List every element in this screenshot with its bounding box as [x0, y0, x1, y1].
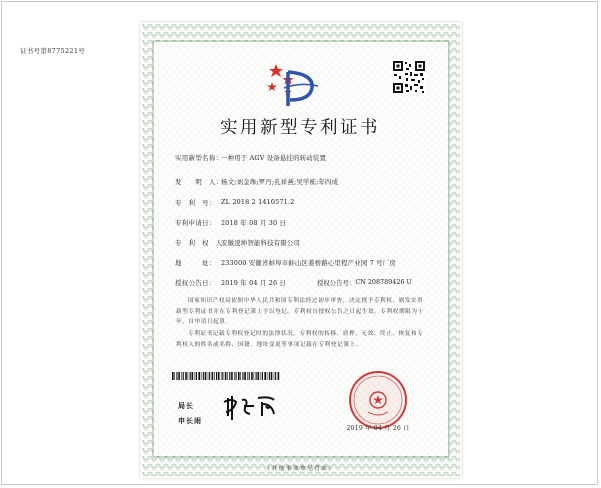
- barcode-bar: [174, 372, 175, 380]
- certificate-title: 实用新型专利证书: [220, 118, 380, 138]
- barcode-bar: [236, 372, 237, 380]
- barcode-bar: [185, 372, 187, 380]
- barcode-bar: [229, 372, 230, 380]
- field-value: ZL 2018 2 1410571.2: [221, 198, 295, 206]
- barcode-bar: [214, 372, 215, 380]
- barcode-bar: [278, 372, 280, 380]
- record-paragraph: 专利证书记载专利权登记时的法律状况。专利权的转移、质押、无效、终止、恢复和专利权人的姓名或名称、国籍、地址变更等事项记载在专利登记簿上。: [176, 331, 424, 348]
- announcement-number-label: 授权公告号：: [317, 279, 356, 287]
- barcode-bar: [271, 372, 273, 380]
- barcode-bar: [240, 372, 241, 380]
- barcode-bar: [238, 372, 240, 380]
- field-inventors: [175, 177, 338, 186]
- field-utility-model-name: [175, 153, 326, 162]
- barcode-bar: [192, 372, 194, 380]
- director-title: 局长: [178, 401, 194, 410]
- barcode-bar: [221, 372, 222, 380]
- director-name: 申长雨: [178, 416, 202, 425]
- barcode-bar: [258, 372, 260, 380]
- barcode-bar: [261, 372, 262, 380]
- field-grant-date: [175, 278, 412, 287]
- barcode-bar: [225, 372, 227, 380]
- barcode-bar: [227, 372, 228, 380]
- barcode-bar: [234, 372, 235, 380]
- barcode-bar: [231, 372, 233, 380]
- barcode-bar: [188, 372, 189, 380]
- qr-code-icon: [392, 60, 426, 94]
- footnote: （其他事项参见背面）: [264, 466, 336, 472]
- barcode-bar: [247, 372, 248, 380]
- field-patentee: [175, 238, 300, 247]
- field-value: 安徽凌坤智能科技有限公司: [221, 239, 301, 247]
- field-label: 实用新型名称：: [175, 154, 223, 162]
- barcode-bar: [274, 372, 275, 380]
- barcode-bar: [262, 372, 263, 380]
- barcode-bar: [242, 372, 243, 380]
- barcode-bar: [201, 372, 202, 380]
- barcode-bar: [218, 372, 220, 380]
- field-label: 专 利 号：: [175, 199, 216, 207]
- barcode-bar: [176, 372, 177, 380]
- certificate-number: 证书号第8775221号: [20, 47, 86, 55]
- field-value: 233000 安徽省蚌埠市蚌山区姜桥路心里程产业园 7 号厂房: [221, 259, 396, 267]
- field-label: 发 明 人：: [175, 178, 223, 186]
- field-label: 专利申请日：: [175, 219, 216, 227]
- barcode-bar: [196, 372, 197, 380]
- barcode-icon: [172, 372, 280, 380]
- field-label: 专 利 权 人：: [175, 239, 230, 247]
- field-patent-number: [175, 198, 294, 207]
- seal-date: 2019 年 04 月 26 日: [346, 425, 410, 432]
- barcode-bar: [209, 372, 210, 380]
- barcode-bar: [254, 372, 255, 380]
- field-value: 一种用于 AGV 设备悬挂的转动装置: [221, 154, 327, 162]
- field-application-date: [175, 218, 286, 227]
- barcode-bar: [190, 372, 191, 380]
- barcode-bar: [269, 372, 270, 380]
- barcode-bar: [181, 372, 182, 380]
- barcode-bar: [244, 372, 246, 380]
- barcode-bar: [216, 372, 217, 380]
- barcode-bar: [205, 372, 207, 380]
- barcode-bar: [212, 372, 214, 380]
- cnipa-logo-icon: [282, 70, 322, 110]
- barcode-bar: [195, 372, 196, 380]
- barcode-bar: [251, 372, 253, 380]
- barcode-bar: [183, 372, 184, 380]
- grant-paragraph: 国家知识产权局依照中华人民共和国专利法经过初步审查，决定授予专利权，颁发实用新型专利证书并在专利登记簿上予以登记。专利权自授权公告之日起生效。专利权期限为十年，自申请日起算。: [176, 298, 424, 326]
- field-label: 授权公告日：: [175, 279, 216, 287]
- field-label: 地 址：: [175, 259, 216, 267]
- signature-labels: [178, 401, 202, 431]
- barcode-bar: [198, 372, 200, 380]
- barcode-bar: [178, 372, 180, 380]
- barcode-bar: [222, 372, 223, 380]
- barcode-bar: [275, 372, 276, 380]
- barcode-bar: [267, 372, 268, 380]
- barcode-bar: [203, 372, 204, 380]
- barcode-bar: [208, 372, 209, 380]
- field-value: 杨文;刘金珠;罗丹;孔祥燕;吴学栋;年四成: [221, 178, 339, 186]
- barcode-bar: [256, 372, 257, 380]
- announcement-number-value: CN 208789426 U: [355, 278, 412, 286]
- field-value: 2019 年 04 月 26 日: [221, 279, 287, 287]
- field-address: [175, 258, 396, 267]
- handwritten-signature: [222, 392, 282, 422]
- barcode-bar: [249, 372, 250, 380]
- barcode-bar: [264, 372, 266, 380]
- field-value: 2018 年 08 月 30 日: [221, 219, 287, 227]
- barcode-bar: [172, 372, 174, 380]
